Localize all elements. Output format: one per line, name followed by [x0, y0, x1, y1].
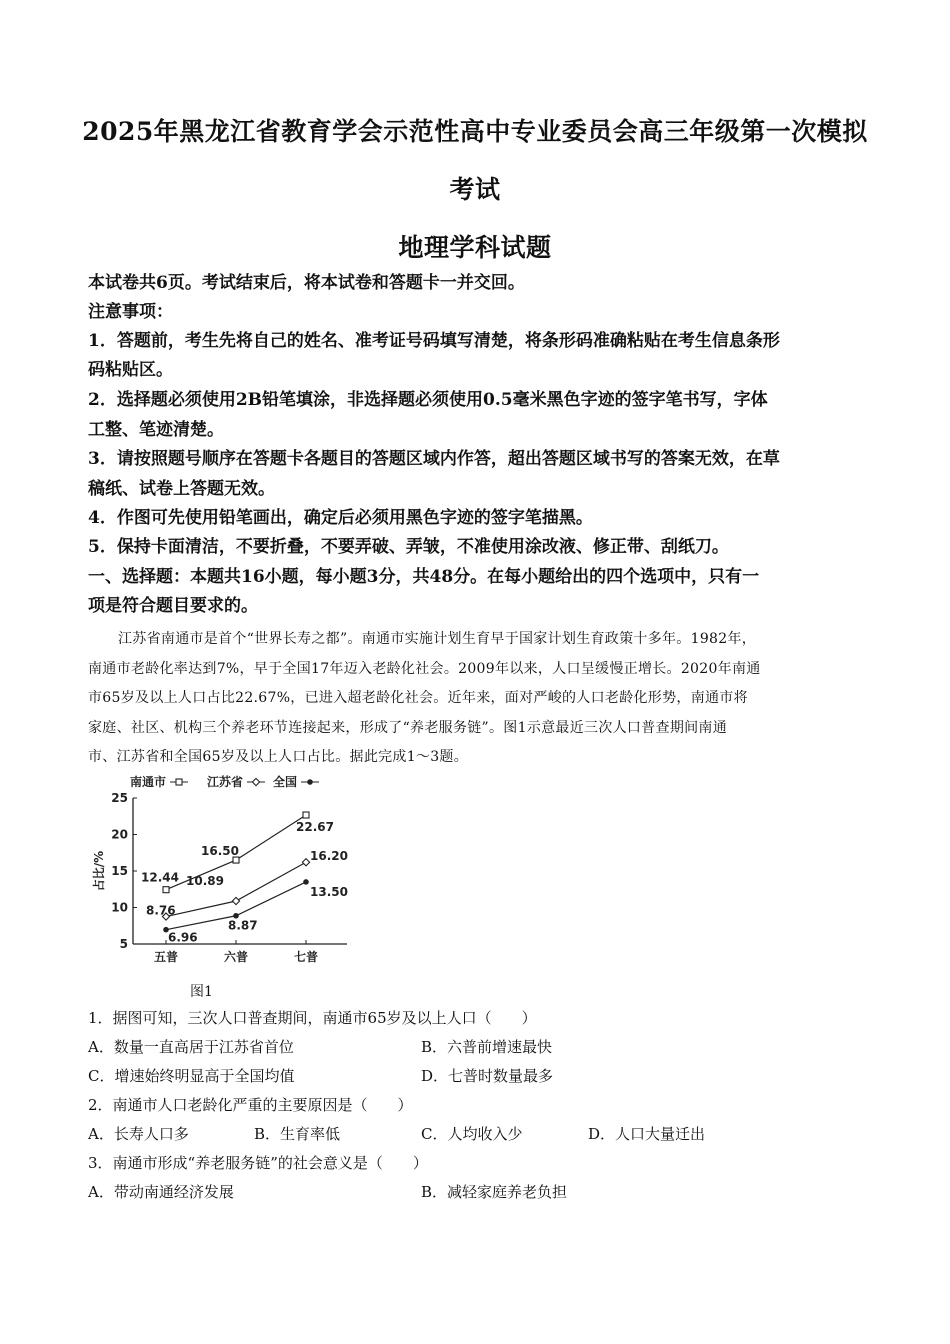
passage	[88, 625, 878, 773]
section-heading-line-b: 项是符合题目要求的。	[88, 596, 258, 616]
question-2-option-b: B．生育率低	[254, 1125, 341, 1143]
question-1-option-c: C．增速始终明显高于全国均值	[88, 1067, 295, 1085]
x-tick-label: 五普	[153, 950, 179, 964]
data-label: 12.44	[141, 870, 179, 885]
note-4: 4．作图可先使用铅笔画出，确定后必须用黑色字迹的签字笔描黑。	[88, 508, 593, 528]
question-2-stem: 2．南通市人口老龄化严重的主要原因是（ ）	[88, 1096, 413, 1114]
question-3-option-b: B．减轻家庭养老负担	[421, 1183, 568, 1201]
question-2-option-c: C．人均收入少	[421, 1125, 523, 1143]
data-point	[233, 913, 239, 919]
legend-label: 全国	[273, 775, 298, 789]
figure-caption: 图1	[190, 984, 213, 1000]
data-label: 6.96	[168, 930, 198, 945]
data-label: 13.50	[310, 884, 348, 899]
population-aging-line-chart	[85, 770, 365, 975]
passage-line-3: 市65岁及以上人口占比22.67%，已进入超老龄化社会。近年来，面对严峻的人口老龄化形势，南通市将	[88, 690, 748, 706]
note-1-line-b: 码粘贴区。	[88, 360, 173, 380]
question-1-option-a: A．数量一直高居于江苏省首位	[88, 1038, 294, 1056]
legend-label: 南通市	[130, 775, 167, 789]
note-3-line-b: 稿纸、试卷上答题无效。	[88, 479, 275, 499]
legend-label: 江苏省	[207, 775, 244, 789]
subject-title: 地理学科试题	[398, 233, 552, 262]
note-2-line-a: 2．选择题必须使用2B铅笔填涂，非选择题必须使用0.5毫米黑色字迹的签字笔书写，字体	[88, 390, 768, 410]
data-label: 22.67	[296, 820, 334, 835]
question-3-option-a: A．带动南通经济发展	[88, 1183, 234, 1201]
note-2-line-b: 工整、笔迹清楚。	[88, 420, 224, 440]
passage-line-5: 市、江苏省和全国65岁及以上人口占比。据此完成1～3题。	[88, 749, 469, 765]
question-1-option-b: B．六普前增速最快	[421, 1038, 553, 1056]
data-point	[303, 812, 309, 818]
x-tick-label: 七普	[293, 950, 319, 964]
passage-line-1: 江苏省南通市是首个“世界长寿之都”。南通市实施计划生育早于国家计划生育政策十多年。1982年，	[118, 631, 757, 647]
data-point	[232, 897, 239, 904]
data-label: 16.50	[201, 844, 239, 859]
question-2-option-a: A．长寿人口多	[88, 1125, 189, 1143]
data-point	[163, 887, 169, 893]
data-point	[303, 879, 309, 885]
data-label: 8.87	[228, 918, 258, 933]
legend-marker	[307, 779, 313, 785]
question-3-stem: 3．南通市形成“养老服务链”的社会意义是（ ）	[88, 1154, 428, 1172]
note-1-line-a: 1．答题前，考生先将自己的姓名、准考证号码填写清楚，将条形码准确粘贴在考生信息条形	[88, 331, 780, 351]
y-axis-label: 占比/%	[92, 850, 106, 892]
legend-marker	[252, 778, 259, 785]
note-3-line-a: 3．请按照题号顺序在答题卡各题目的答题区域内作答，超出答题区域书写的答案无效，在草	[88, 449, 780, 469]
passage-line-4: 家庭、社区、机构三个养老环节连接起来，形成了“养老服务链”。图1示意最近三次人口普查期间南通	[88, 719, 728, 736]
y-tick-label: 20	[111, 827, 128, 842]
y-tick-label: 5	[119, 937, 128, 951]
note-5: 5．保持卡面清洁，不要折叠，不要弄破、弄皱，不准使用涂改液、修正带、刮纸刀。	[88, 537, 729, 557]
y-tick-label: 15	[111, 864, 128, 878]
data-label: 10.89	[186, 874, 224, 889]
exam-title-line1: 2025年黑龙江省教育学会示范性高中专业委员会高三年级第一次模拟	[82, 117, 868, 146]
x-tick-label: 六普	[223, 950, 249, 964]
legend-marker	[176, 779, 182, 785]
y-tick-label: 25	[111, 791, 128, 805]
exam-title-line2: 考试	[449, 175, 501, 204]
question-1-option-d: D．七普时数量最多	[421, 1067, 554, 1085]
intro-text: 本试卷共6页。考试结束后，将本试卷和答题卡一并交回。	[88, 273, 525, 293]
data-point	[302, 859, 309, 866]
data-label: 16.20	[310, 849, 348, 864]
question-1-stem: 1．据图可知，三次人口普查期间，南通市65岁及以上人口（ ）	[88, 1009, 537, 1027]
notes-heading: 注意事项：	[88, 302, 173, 322]
section-heading-line-a: 一、选择题：本题共16小题，每小题3分，共48分。在每小题给出的四个选项中，只有一	[88, 567, 760, 587]
passage-line-2: 南通市老龄化率达到7%，早于全国17年迈入老龄化社会。2009年以来，人口呈缓慢正增长。2020年南通	[88, 660, 761, 677]
question-2-option-d: D．人口大量迁出	[588, 1125, 706, 1143]
series-line-2	[166, 862, 306, 916]
data-label: 8.76	[146, 903, 176, 918]
y-tick-label: 10	[111, 900, 128, 915]
